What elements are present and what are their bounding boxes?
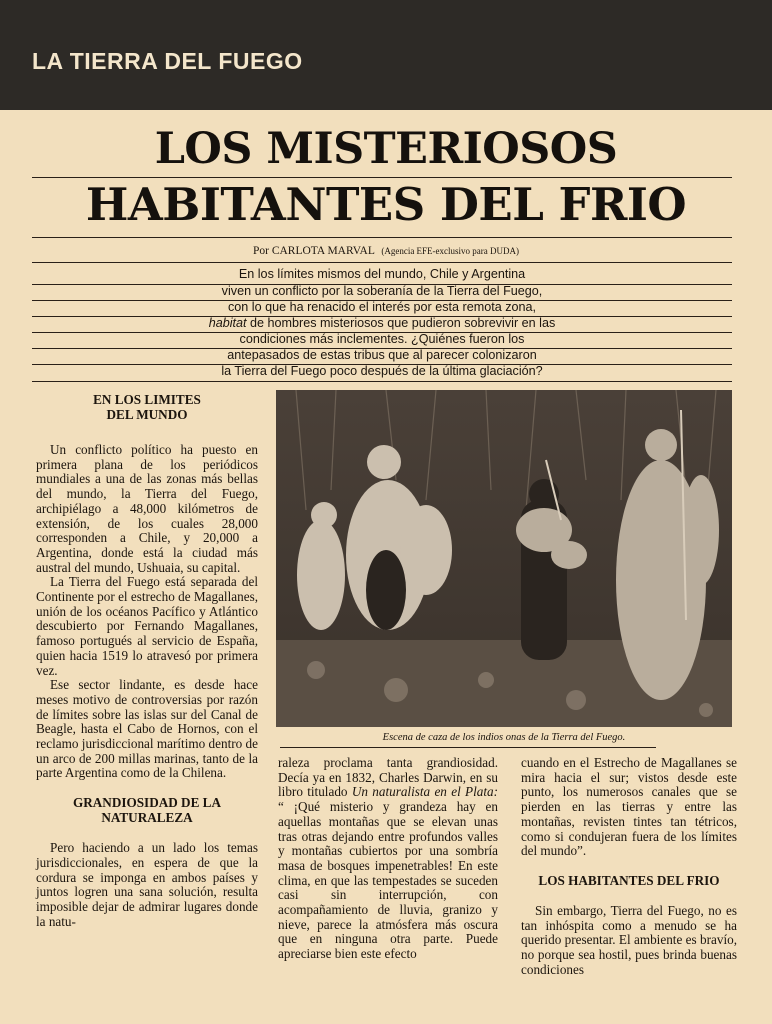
lead-line: viven un conflicto por la soberanía de la Tierra del Fuego, [221, 284, 543, 298]
column-2 [278, 756, 498, 962]
lead-line: En los límites mismos del mundo, Chile y Argentina [238, 267, 526, 281]
ona-hunting-photo [276, 390, 732, 727]
paragraph: Ese sector lindante, es desde hace meses motivo de controversias por razón de límites sobre las islas sur del Canal de Beagle, hasta el Cabo de Hornos, con el reclamo jurisdiccional marítimo dentro de un arco de 200 millas marinas, tanto de la parte Argentina como de la Chilena. [36, 677, 258, 781]
lead-text: de hombres misteriosos que pudieron sobrevivir en las [246, 316, 556, 330]
lead-line: la Tierra del Fuego poco después de la última glaciación? [221, 364, 543, 378]
paragraph [278, 756, 498, 962]
paragraph: Sin embargo, Tierra del Fuego, no es tan inhóspita como a menudo se ha querido presentar. El ambiente es bravío, no porque sea hostil, pues brinda buenas condiciones [521, 902, 737, 977]
lead-line: condiciones más inclementes. ¿Quiénes fueron los [239, 332, 525, 346]
caption-divider [280, 747, 656, 748]
paragraph: Un conflicto político ha puesto en primera plana de los periódicos mundiales a una de las zonas más bellas del mundo, la Tierra del Fuego, archipiélago a 48,000 kilómetros de extensión, de los cuales 28,000 corresponden a Chile, y 20,000 a Argentina, donde está la ciudad más austral del mundo, Ushuaia, su capital. [36, 442, 258, 575]
subhead-text: GRANDIOSIDAD DE LA [72, 795, 221, 811]
column-1 [36, 392, 258, 929]
column-3 [521, 756, 737, 977]
lead-line: con lo que ha renacido el interés por esta remota zona, [227, 300, 537, 314]
headline-line-1: LOS MISTERIOSOS [154, 124, 618, 174]
header-bar [0, 0, 772, 110]
subhead-text: EN LOS LIMITES [93, 392, 201, 407]
title-divider [32, 237, 732, 238]
paragraph-text: “ ¡Qué misterio y grandeza hay en aquellas montañas que se elevan unas tras otras dejando entre profundos valles y montañas cubiertos por una sombría masa de bosques impenetrables! En este clima, en que las tempestades se suceden casi sin interrupción, con acompañamiento de lluvia, granizo y nieve, parece la atmósfera más oscura que en ninguna otra parte. Puede apreciarse bien este efecto [278, 799, 498, 962]
book-title: Un naturalista en el Plata: [351, 784, 498, 800]
byline-author: Por CARLOTA MARVAL [252, 245, 375, 257]
paragraph: La Tierra del Fuego está separada del Continente por el estrecho de Magallanes, unión de los océanos Pacífico y Atlántico descubierto por Fernando Magallanes, famoso portugués al servicio de España, quien hacia 1519 lo atravesó por primera vez. [36, 574, 258, 678]
paragraph-text: raleza proclama tanta grandiosidad. Decía ya en 1832, Charles Darwin, en su libro titulado [278, 755, 498, 800]
section-label: LA TIERRA DEL FUEGO [32, 48, 303, 74]
lead-line [32, 315, 732, 331]
subhead-limits [36, 392, 258, 422]
subhead-naturaleza [36, 795, 258, 825]
lead-divider [32, 381, 732, 382]
subhead-text: DEL MUNDO [106, 407, 188, 422]
subhead-habitantes: LOS HABITANTES DEL FRIO [538, 872, 720, 888]
headline-line-2: HABITANTES DEL FRIO [85, 178, 687, 231]
paragraph: cuando en el Estrecho de Magallanes se mira hacia el sur; vistos desde este punto, los numerosos canales que se pierden en las tierras y entre las montañas, revisten tintes tan tétricos, como si condujeran fuera de los límites del mundo”. [521, 755, 737, 859]
paragraph: Pero haciendo a un lado los temas jurisdiccionales, en espera de que la cordura se imponga en ambos países y juntos logren una sana solución, resulta imposible dejar de admirar lugares donde la natu- [36, 840, 258, 929]
lead-italic-word: habitat [208, 316, 247, 330]
lead-divider [32, 262, 732, 263]
photo-caption: Escena de caza de los indios onas de la Tierra del Fuego. [382, 732, 626, 743]
lead-line: antepasados de estas tribus que al parecer colonizaron [227, 348, 537, 362]
byline-agency: (Agencia EFE-exclusivo para DUDA) [381, 246, 520, 256]
subhead-text: NATURALEZA [101, 810, 193, 826]
byline [0, 245, 772, 257]
photo-illustration [276, 390, 732, 727]
